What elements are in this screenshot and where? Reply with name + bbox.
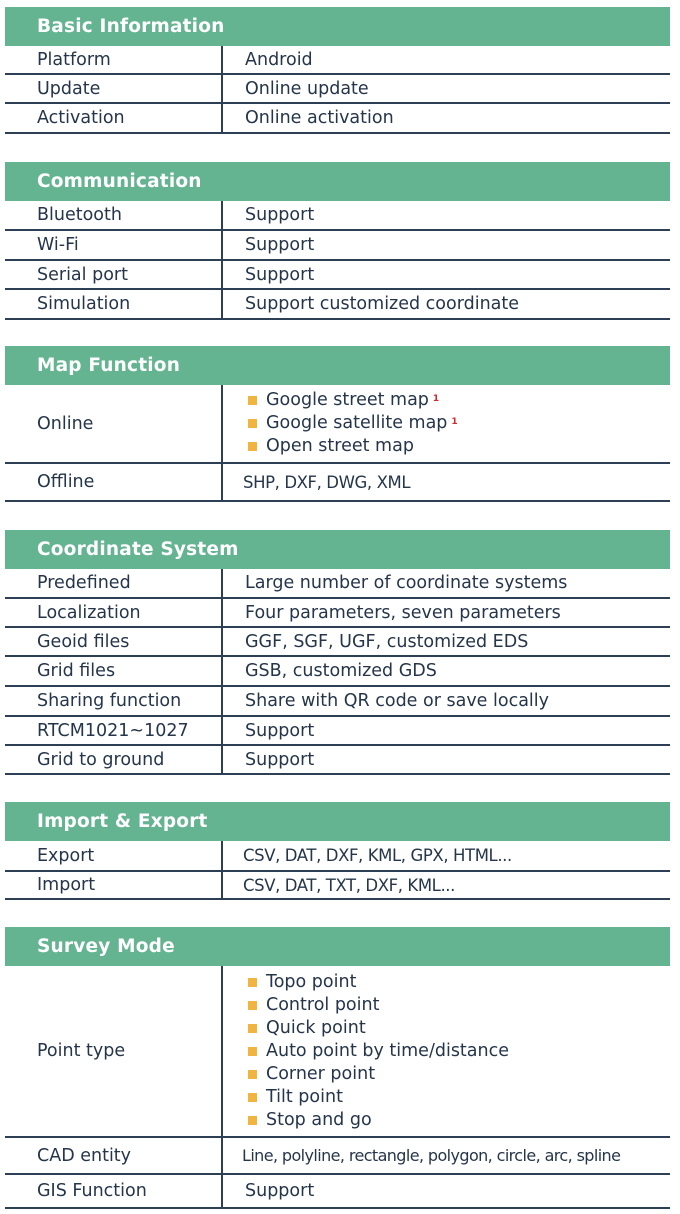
table-row — [5, 464, 670, 502]
bullet-square-icon — [248, 1070, 257, 1079]
section-coordinate-system — [5, 530, 670, 775]
table-row — [5, 841, 670, 872]
bullet-square-icon — [248, 419, 257, 428]
row-value — [223, 966, 670, 1136]
list-item — [245, 1040, 509, 1063]
bullet-square-icon — [248, 1093, 257, 1102]
list-item-text: Google street map — [266, 390, 429, 410]
section-title: Survey Mode — [5, 927, 670, 966]
bullet-square-icon — [248, 396, 257, 405]
row-value: Support — [245, 749, 315, 770]
table-row — [5, 1138, 670, 1175]
section-survey-mode — [5, 927, 670, 1209]
table-row — [5, 628, 670, 657]
section-import-export — [5, 802, 670, 900]
row-label: Update — [5, 75, 223, 102]
table-row — [5, 104, 670, 134]
table-row — [5, 1175, 670, 1209]
row-value: Line, polyline, rectangle, polygon, circle, arc, spline — [242, 1146, 621, 1165]
row-label: Grid files — [5, 657, 223, 685]
table-row — [5, 201, 670, 231]
list-item — [245, 994, 509, 1017]
online-map-list — [245, 389, 458, 458]
list-item-text: Topo point — [266, 971, 357, 992]
row-label: RTCM1021~1027 — [5, 717, 223, 744]
row-value: Support — [245, 264, 315, 285]
footnote-marker: 1 — [451, 417, 458, 427]
row-label: Bluetooth — [5, 201, 223, 229]
row-label: Serial port — [5, 261, 223, 288]
section-title: Coordinate System — [5, 530, 670, 569]
row-label: Platform — [5, 46, 223, 73]
row-value: Android — [245, 49, 313, 70]
section-title: Import & Export — [5, 802, 670, 841]
row-label: Export — [5, 841, 223, 870]
row-label: Localization — [5, 599, 223, 626]
point-type-list — [245, 971, 509, 1132]
row-label: GIS Function — [5, 1175, 223, 1207]
row-label: Sharing function — [5, 687, 223, 715]
table-row — [5, 746, 670, 775]
row-label: Online — [5, 385, 223, 462]
table-row — [5, 966, 670, 1138]
table-row — [5, 231, 670, 261]
table-row — [5, 717, 670, 746]
row-value: Support customized coordinate — [245, 294, 520, 314]
row-label: Activation — [5, 104, 223, 132]
row-label: Wi-Fi — [5, 231, 223, 259]
row-value: Four parameters, seven parameters — [245, 602, 561, 623]
section-communication — [5, 162, 670, 320]
table-row — [5, 599, 670, 628]
table-row — [5, 687, 670, 717]
row-value: Support — [245, 720, 315, 741]
section-title: Map Function — [5, 346, 670, 385]
bullet-square-icon — [248, 1024, 257, 1033]
row-value: SHP, DXF, DWG, XML — [243, 472, 411, 492]
list-item — [245, 1063, 509, 1086]
list-item-text: Open street map — [266, 436, 414, 456]
list-item-text: Stop and go — [266, 1109, 372, 1130]
table-row — [5, 46, 670, 75]
list-item — [245, 1086, 509, 1109]
section-title: Communication — [5, 162, 670, 201]
list-item-text: Corner point — [266, 1063, 376, 1084]
row-value: Online update — [245, 78, 369, 99]
table-row — [5, 385, 670, 464]
list-item-text: Auto point by time/distance — [266, 1040, 510, 1061]
bullet-square-icon — [248, 1001, 257, 1010]
row-value: Support — [245, 1181, 315, 1201]
section-map-function — [5, 346, 670, 502]
table-row — [5, 569, 670, 599]
section-basic-information — [5, 7, 670, 134]
row-label: Grid to ground — [5, 746, 223, 773]
table-row — [5, 872, 670, 900]
table-row — [5, 75, 670, 104]
row-value: Support — [245, 205, 315, 225]
table-row — [5, 290, 670, 320]
row-value: CSV, DAT, TXT, DXF, KML... — [243, 875, 455, 895]
row-value: Support — [245, 235, 315, 255]
row-label: CAD entity — [5, 1138, 223, 1173]
row-label: Offline — [5, 464, 223, 500]
row-value: Share with QR code or save locally — [245, 691, 550, 711]
bullet-square-icon — [248, 978, 257, 987]
list-item-text: Control point — [266, 994, 380, 1015]
table-row — [5, 657, 670, 687]
section-title: Basic Information — [5, 7, 670, 46]
row-value: Large number of coordinate systems — [245, 573, 568, 593]
row-label: Point type — [5, 966, 223, 1136]
list-item-text: Tilt point — [266, 1086, 343, 1107]
row-value: Online activation — [245, 108, 394, 128]
bullet-square-icon — [248, 1047, 257, 1056]
row-label: Predefined — [5, 569, 223, 597]
row-value: GSB, customized GDS — [245, 661, 437, 681]
row-label: Geoid files — [5, 628, 223, 655]
footnote-marker: 1 — [432, 394, 440, 404]
list-item — [245, 971, 509, 994]
row-label: Import — [5, 872, 223, 898]
list-item — [245, 1109, 509, 1132]
bullet-square-icon — [248, 442, 257, 451]
row-value — [223, 385, 670, 462]
row-value: GGF, SGF, UGF, customized EDS — [245, 631, 529, 652]
list-item — [245, 1017, 509, 1040]
list-item — [245, 412, 458, 435]
list-item — [245, 389, 458, 412]
list-item-text: Quick point — [266, 1017, 366, 1038]
row-label: Simulation — [5, 290, 223, 318]
list-item-text: Google satellite map — [266, 413, 448, 433]
list-item — [245, 435, 458, 458]
table-row — [5, 261, 670, 290]
row-value: CSV, DAT, DXF, KML, GPX, HTML... — [243, 846, 512, 865]
bullet-square-icon — [248, 1116, 257, 1125]
